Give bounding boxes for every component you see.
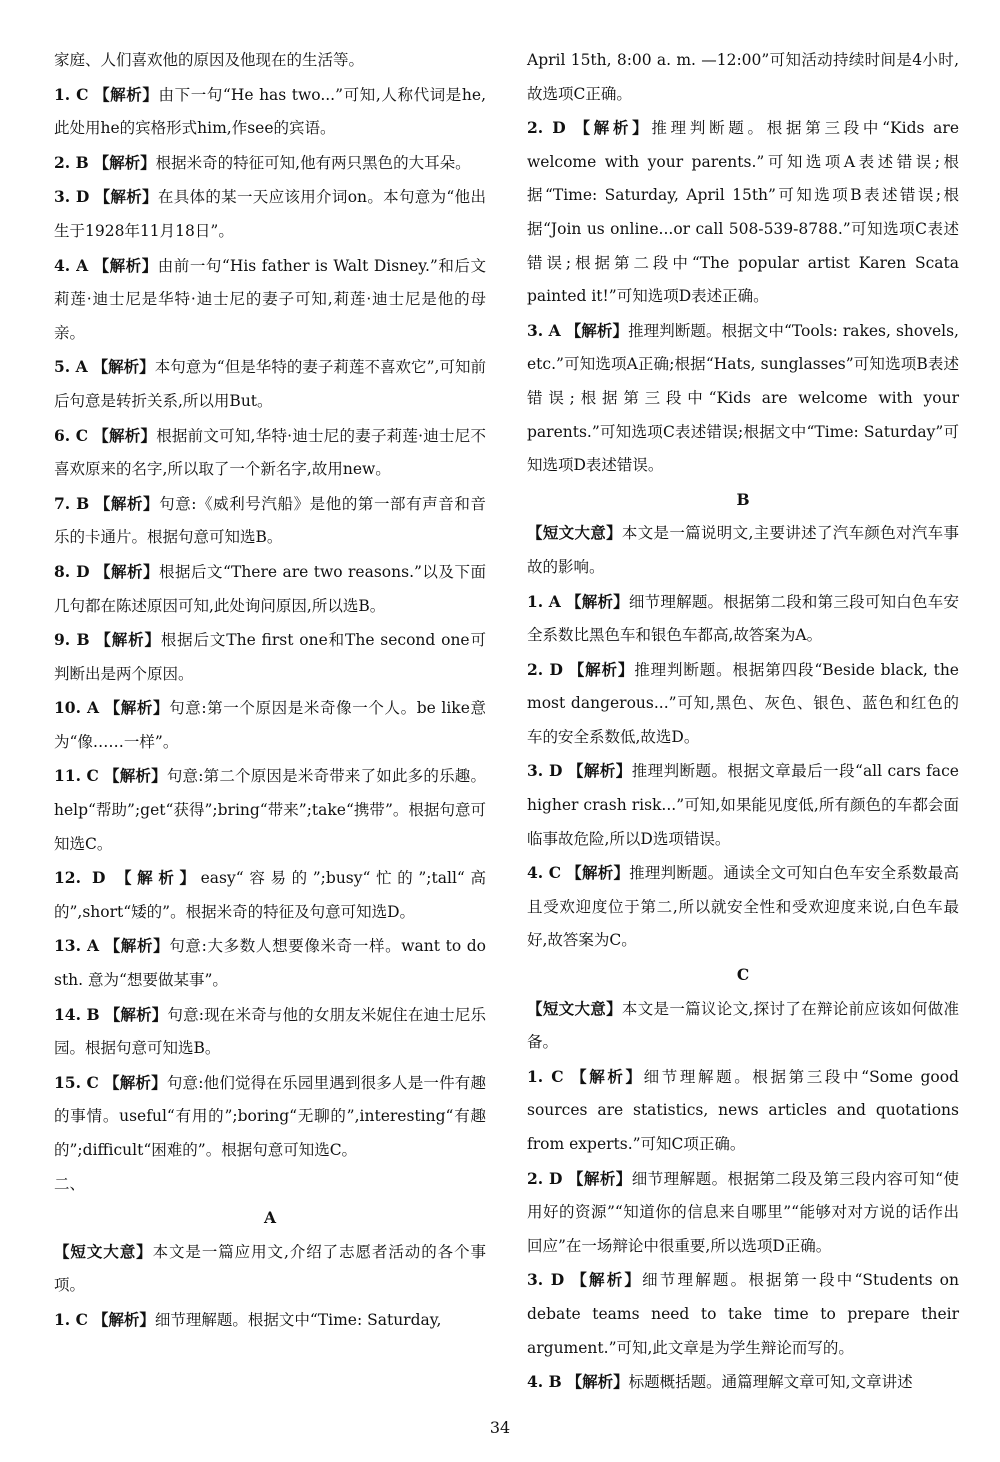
analysis-tag: 【解析】 — [94, 561, 160, 581]
answer-paragraph — [527, 992, 959, 1060]
answer-paragraph — [54, 998, 486, 1066]
analysis-tag: 【解析】 — [94, 187, 158, 207]
analysis-tag: 【解析】 — [95, 630, 161, 650]
answer-text: 细节理解题。根据第二段和第三段可知白色车安全系数比黑色车和银色车都高,故答案为A。 — [527, 592, 959, 645]
analysis-tag: 【解析】 — [94, 84, 159, 104]
answer-paragraph — [54, 78, 486, 146]
answer-number: 1. C — [54, 84, 89, 104]
answer-paragraph — [54, 929, 486, 997]
section-heading: C — [736, 965, 750, 985]
analysis-tag: 【解析】 — [93, 152, 156, 172]
answer-number: 2. B — [54, 152, 89, 172]
answer-text: 推理判断题。根据文中“Tools: rakes, shovels, etc.”可知选项A正确;根据“Hats, sunglasses”可知选项B表述错误;根据第三段中“Kids are welcome with your parents.”可知选项C表述错误;根据文中“Time: Saturday”可知选项D表述错误。 — [527, 321, 959, 475]
answer-number: 6. C — [54, 425, 89, 445]
analysis-tag: 【解析】 — [565, 320, 629, 340]
answer-number: 3. D — [54, 187, 90, 207]
answer-text: easy“容易的”;busy“忙的”;tall“高的”,short“矮的”。根据米奇的特征及句意可知选D。 — [54, 869, 486, 921]
analysis-tag: 【解析】 — [92, 357, 155, 377]
answer-text: 细节理解题。根据第一段中“Students on debate teams need to take time to prepare their argument.”可知,此文章是为学生辩论而写的。 — [527, 1271, 959, 1357]
answer-text: 根据前文可知,华特·迪士尼的妻子莉莲·迪士尼不喜欢原来的名字,所以取了一个新名字,故用new。 — [54, 426, 486, 479]
answer-number: 14. B — [54, 1004, 100, 1024]
analysis-tag: 【解析】 — [93, 425, 157, 445]
answer-number: 9. B — [54, 630, 90, 650]
answer-paragraph — [54, 861, 486, 929]
analysis-tag: 【解析】 — [116, 868, 201, 888]
answer-paragraph — [54, 419, 486, 487]
answer-text: 细节理解题。根据第二段及第三段内容可知“使用好的资源”“知道你的信息来自哪里”“能够对对方说的话作出回应”在一场辩论中很重要,所以选项D正确。 — [527, 1169, 959, 1255]
analysis-tag: 【短文大意】 — [527, 523, 622, 543]
answer-number: 1. A — [527, 591, 561, 611]
answer-text: 本文是一篇应用文,介绍了志愿者活动的各个事项。 — [54, 1242, 486, 1295]
analysis-tag: 【短文大意】 — [527, 998, 622, 1018]
answer-paragraph — [54, 350, 486, 418]
analysis-tag: 【短文大意】 — [54, 1241, 153, 1261]
answer-number: 8. D — [54, 561, 90, 581]
answer-number: 2. D — [527, 1168, 563, 1188]
right-column — [527, 44, 959, 1400]
answer-text: 推理判断题。通读全文可知白色车安全系数最高且受欢迎度位于第二,所以就安全性和受欢迎度来说,白色车最好,故答案为C。 — [527, 864, 959, 950]
answer-text: 二、 — [54, 1174, 86, 1193]
answer-text: 细节理解题。根据文中“Time: Saturday, — [154, 1310, 442, 1329]
answer-text: 句意:第二个原因是米奇带来了如此多的乐趣。help“帮助”;get“获得”;bring“带来”;take“携带”。根据句意可知选C。 — [54, 767, 486, 853]
answer-paragraph — [527, 856, 959, 958]
answer-paragraph — [527, 1263, 959, 1365]
answer-number: 2. D — [527, 118, 566, 138]
answer-paragraph — [527, 1365, 959, 1400]
analysis-tag: 【解析】 — [566, 591, 629, 611]
answer-paragraph — [527, 653, 959, 755]
answer-number: 13. A — [54, 936, 100, 956]
answer-text: 由前一句“His father is Walt Disney.”和后文莉莲·迪士尼是华特·迪士尼的妻子可知,莉莲·迪士尼是他的母亲。 — [54, 256, 486, 342]
answer-text: April 15th, 8:00 a. m. —12:00”可知活动持续时间是4小时,故选项C正确。 — [527, 51, 959, 103]
analysis-tag: 【解析】 — [104, 1004, 168, 1024]
answer-paragraph — [527, 314, 959, 483]
answer-paragraph — [527, 44, 959, 111]
answer-text: 由下一句“He has two...”可知,人称代词是he,此处用he的宾格形式him,作see的宾语。 — [54, 85, 486, 138]
answer-text: 句意:他们觉得在乐园里遇到很多人是一件有趣的事情。useful“有用的”;boring“无聊的”,interesting“有趣的”;difficult“困难的”。根据句意可知选C。 — [54, 1073, 486, 1159]
answer-text: 推理判断题。根据文章最后一段“all cars face higher crash risk...”可知,如果能见度低,所有颜色的车都会面临事故危险,所以D选项错误。 — [527, 762, 959, 848]
answer-text: 标题概括题。通篇理解文章可知,文章讲述 — [628, 1373, 913, 1392]
answer-number: 1. C — [527, 1066, 564, 1086]
section-heading: A — [263, 1208, 277, 1228]
answer-number: 5. A — [54, 357, 88, 377]
analysis-tag: 【解析】 — [104, 766, 167, 786]
answer-number: 12. D — [54, 868, 106, 888]
analysis-tag: 【解析】 — [574, 118, 652, 138]
analysis-tag: 【解析】 — [567, 761, 632, 781]
answer-paragraph — [527, 111, 959, 314]
analysis-tag: 【解析】 — [94, 493, 160, 513]
answer-text: 推理判断题。根据第三段中“Kids are welcome with your parents.”可知选项A表述错误;根据“Time: Saturday, April 15th”可知选项B表述错误;根据“Join us online...or call 508-539-8788.”可知选项C表述错误;根据第二段中“The popular artist Karen Scata painted it!”可知选项D表述正确。 — [527, 119, 959, 306]
answer-paragraph — [54, 1066, 486, 1168]
answer-text: 句意:大多数人想要像米奇一样。want to do sth. 意为“想要做某事”。 — [54, 937, 486, 990]
answer-paragraph — [54, 180, 486, 248]
answer-paragraph — [527, 754, 959, 856]
answer-text: 根据米奇的特征可知,他有两只黑色的大耳朵。 — [155, 153, 471, 172]
answer-paragraph — [54, 691, 486, 759]
answer-text: 家庭、人们喜欢他的原因及他现在的生活等。 — [54, 51, 365, 69]
answer-paragraph — [54, 1168, 486, 1202]
answer-number: 4. B — [527, 1372, 562, 1392]
answer-paragraph — [54, 44, 486, 78]
answer-number: 4. C — [527, 863, 562, 883]
analysis-tag: 【解析】 — [104, 936, 170, 956]
answer-paragraph — [54, 487, 486, 555]
answer-text: 推理判断题。根据第四段“Beside black, the most dangerous...”可知,黑色、灰色、银色、蓝色和红色的车的安全系数低,故选D。 — [527, 660, 959, 746]
answer-number: 3. D — [527, 761, 563, 781]
answer-number: 10. A — [54, 698, 100, 718]
analysis-tag: 【解析】 — [566, 863, 630, 883]
page-number: 34 — [489, 1418, 511, 1437]
answer-paragraph — [54, 1235, 486, 1303]
section-heading: B — [736, 489, 750, 509]
answer-number: 11. C — [54, 766, 99, 786]
left-column — [54, 44, 486, 1338]
answer-number: 2. D — [527, 659, 563, 679]
answer-text: 本句意为“但是华特的妻子莉莲不喜欢它”,可知前后句意是转折关系,所以用But。 — [54, 358, 486, 410]
analysis-tag: 【解析】 — [92, 1309, 155, 1329]
answer-text: 本文是一篇说明文,主要讲述了汽车颜色对汽车事故的影响。 — [527, 524, 959, 576]
answer-number: 7. B — [54, 493, 90, 513]
answer-number: 15. C — [54, 1072, 99, 1092]
answer-text: 根据后文The first one和The second one可判断出是两个原因。 — [54, 631, 486, 683]
analysis-tag: 【解析】 — [104, 1072, 167, 1092]
analysis-tag: 【解析】 — [93, 255, 158, 275]
analysis-tag: 【解析】 — [567, 1168, 632, 1188]
answer-text: 本文是一篇议论文,探讨了在辩论前应该如何做准备。 — [527, 999, 959, 1052]
answer-number: 1. C — [54, 1309, 88, 1329]
answer-text: 句意:第一个原因是米奇像一个人。be like意为“像……一样”。 — [54, 699, 486, 751]
analysis-tag: 【解析】 — [566, 1372, 629, 1392]
answer-paragraph — [527, 516, 959, 584]
analysis-tag: 【解析】 — [104, 698, 170, 718]
answer-paragraph — [527, 585, 959, 653]
answer-number: 3. D — [527, 1270, 565, 1290]
answer-paragraph — [54, 623, 486, 691]
answer-paragraph — [527, 1060, 959, 1162]
analysis-tag: 【解析】 — [571, 1270, 643, 1290]
answer-text: 细节理解题。根据第三段中“Some good sources are statistics, news articles and quotations from experts.”可知C项正确。 — [527, 1067, 959, 1153]
analysis-tag: 【解析】 — [571, 1066, 644, 1086]
answer-number: 3. A — [527, 320, 561, 340]
answer-text: 句意:《威利号汽船》是他的第一部有声音和音乐的卡通片。根据句意可知选B。 — [54, 494, 486, 547]
answer-paragraph — [54, 759, 486, 861]
analysis-tag: 【解析】 — [568, 659, 635, 679]
answer-paragraph — [54, 1303, 486, 1338]
answer-paragraph — [54, 555, 486, 623]
answer-paragraph — [54, 249, 486, 351]
answer-number: 4. A — [54, 255, 89, 275]
answer-paragraph — [54, 146, 486, 181]
answer-text: 根据后文“There are two reasons.”以及下面几句都在陈述原因可知,此处询问原因,所以选B。 — [54, 562, 486, 615]
answer-paragraph — [527, 1162, 959, 1264]
answer-text: 在具体的某一天应该用介词on。本句意为“他出生于1928年11月18日”。 — [54, 188, 486, 240]
answer-text: 句意:现在米奇与他的女朋友米妮住在迪士尼乐园。根据句意可知选B。 — [54, 1005, 486, 1058]
